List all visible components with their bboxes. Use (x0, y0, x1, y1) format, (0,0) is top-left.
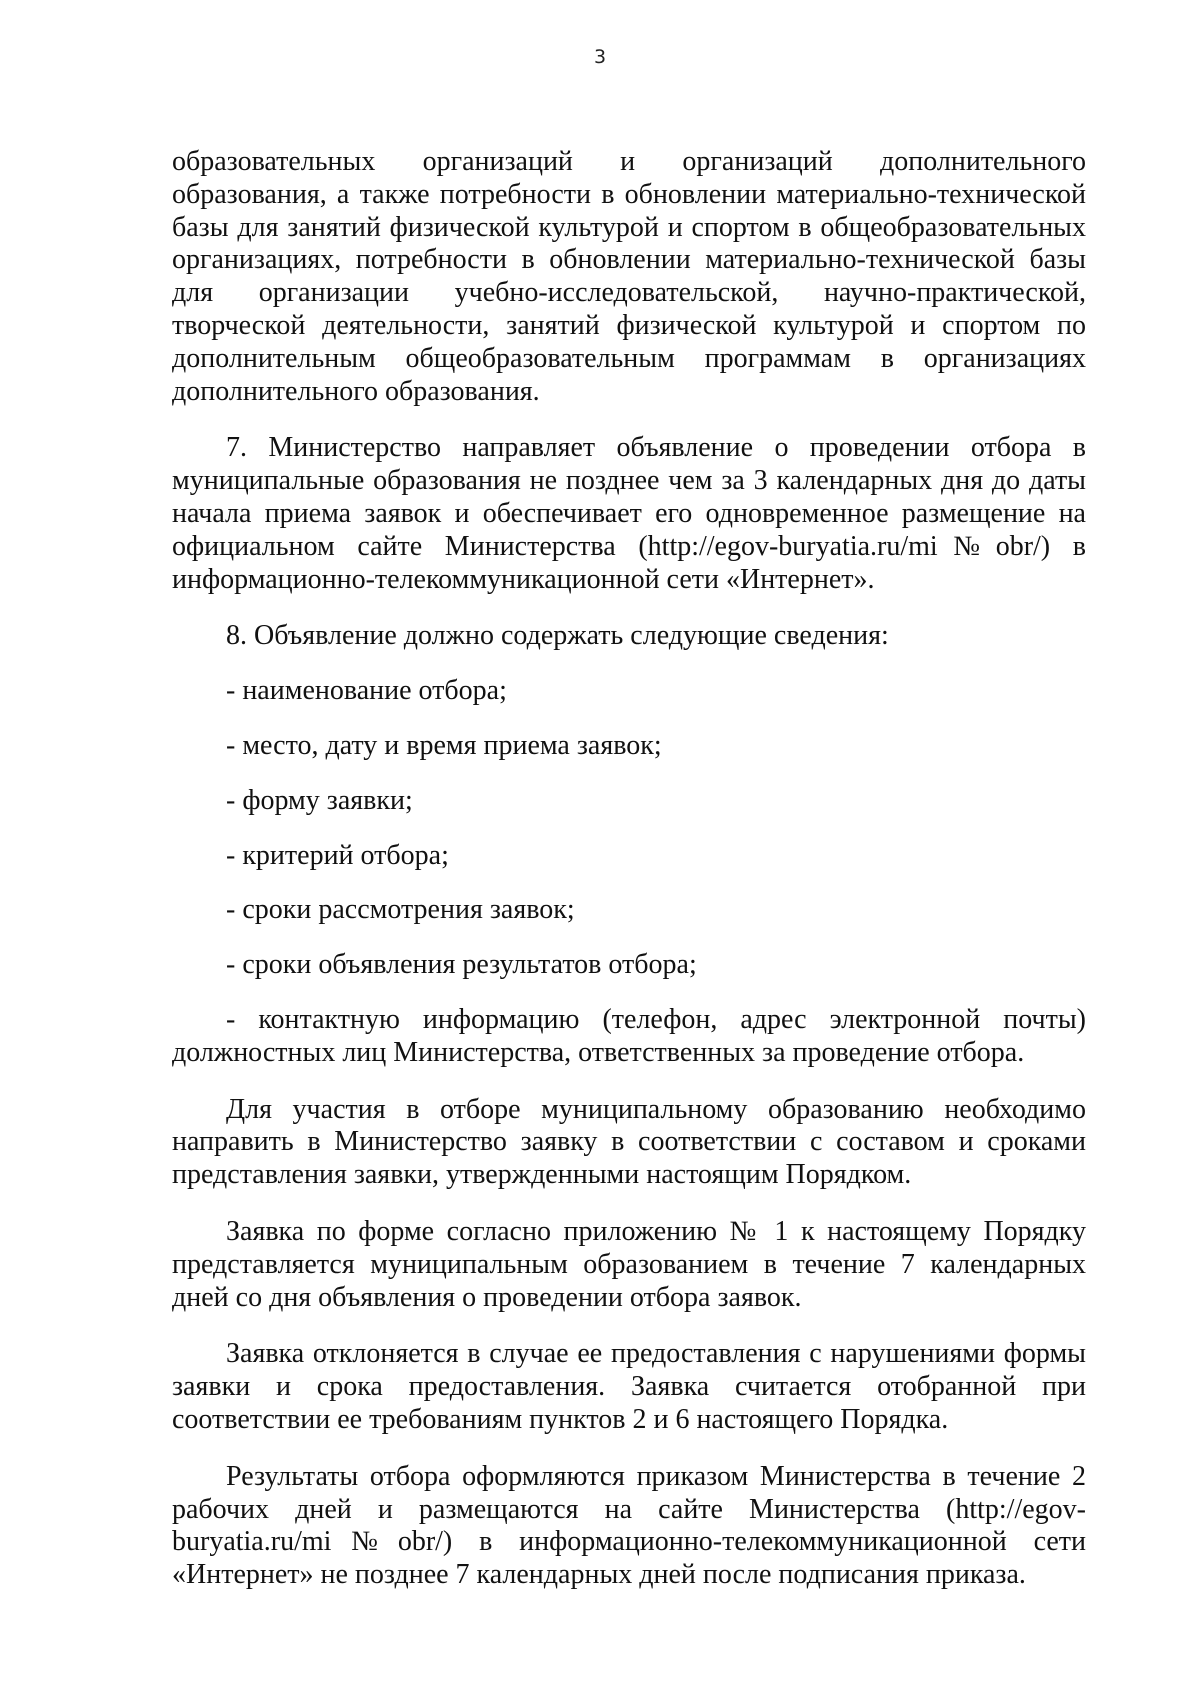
paragraph-rejection: Заявка отклоняется в случае ее предоставления с нарушениями формы заявки и срока предоставления. Заявка считается отобранной при соответствии ее требованиям пунктов 2 и 6 настоящего Порядка. (172, 1338, 1086, 1435)
paragraph-continuation: образовательных организаций и организаций дополнительного образования, а также потребности в обновлении материально-технической базы для занятий физической культурой и спортом в общеобразовательных организациях, потребности в обновлении материально-технической базы для организации учебно-исследовательской, научно-практической, творческой деятельности, занятий физической культурой и спортом по дополнительным общеобразовательным программам в организациях дополнительного образования. (172, 146, 1086, 407)
list-item: - критерий отбора; (226, 839, 449, 871)
paragraph-application-form: Заявка по форме согласно приложению № 1 к настоящему Порядку представляется муниципальным образованием в течение 7 календарных дней со дня объявления о проведении отбора заявок. (172, 1215, 1086, 1313)
list-item: - сроки рассмотрения заявок; (226, 894, 575, 926)
page-number: 3 (593, 46, 607, 68)
paragraph-item-7: 7. Министерство направляет объявление о проведении отбора в муниципальные образования не позднее чем за 3 календарных дня до даты начала приема заявок и обеспечивает его одновременное размещение на официальном сайте Министерства (http://egov-buryatia.ru/mi№obr/) в информационно-телекоммуникационной сети «Интернет». (172, 432, 1086, 595)
paragraph-item-8: 8. Объявление должно содержать следующие сведения: (226, 620, 889, 652)
paragraph-results: Результаты отбора оформляются приказом Министерства в течение 2 рабочих дней и размещаются на сайте Министерства (http://egov-buryatia.ru/mi№obr/) в информационно-телекоммуникационной сети «Интернет» не позднее 7 календарных дней после подписания приказа. (172, 1460, 1086, 1591)
list-item: - наименование отбора; (226, 675, 507, 707)
list-item: - форму заявки; (226, 784, 413, 816)
list-item: - сроки объявления результатов отбора; (226, 949, 697, 981)
list-item: - место, дату и время приема заявок; (226, 729, 662, 761)
list-item: - контактную информацию (телефон, адрес электронной почты) должностных лиц Министерства, ответственных за проведение отбора. (172, 1003, 1086, 1068)
document-body (172, 146, 1086, 1616)
paragraph-participation: Для участия в отборе муниципальному образованию необходимо направить в Министерство заявку в соответствии с составом и сроками представления заявки, утвержденными настоящим Порядком. (172, 1093, 1086, 1191)
